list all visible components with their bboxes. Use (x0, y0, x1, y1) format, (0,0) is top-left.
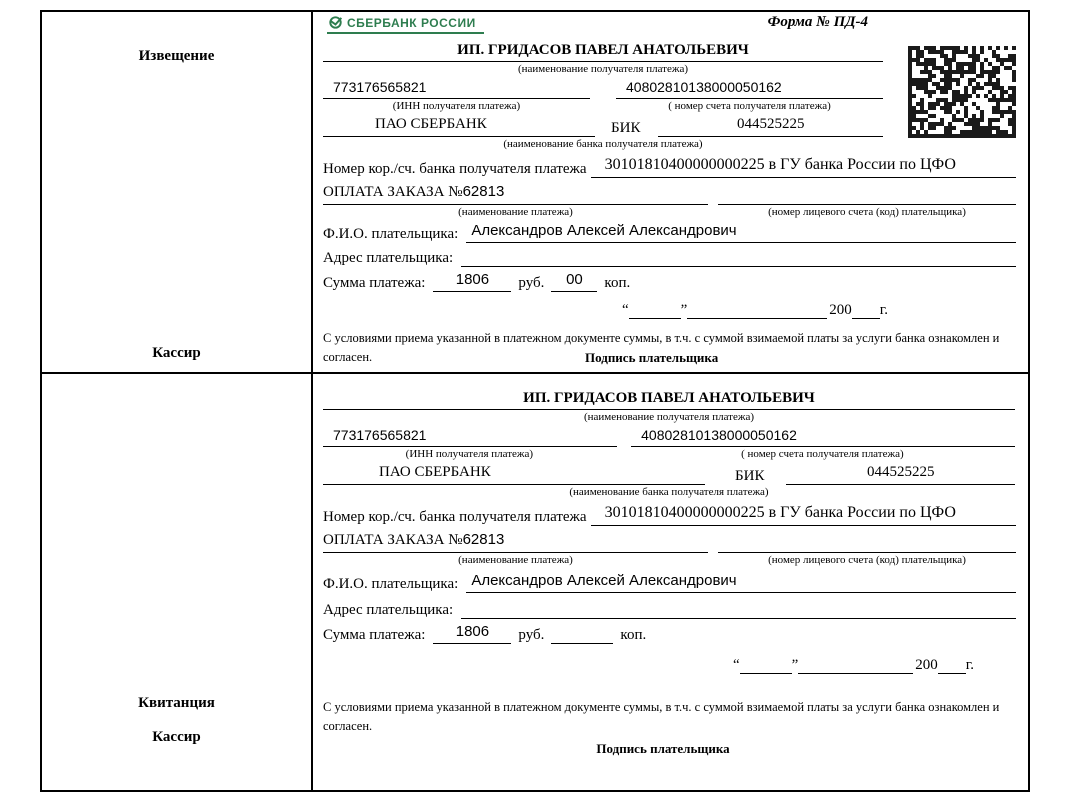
year-prefix: 200 (829, 302, 852, 318)
corr-account-label: Номер кор./сч. банка получателя платежа (323, 161, 587, 177)
receipt-label: Квитанция (138, 695, 215, 711)
sberbank-logo (327, 14, 484, 34)
bank-name: ПАО СБЕРБАНК (323, 116, 595, 137)
payer-address-label: Адрес плательщика: (323, 602, 454, 618)
payment-form-pd4 (40, 10, 1030, 792)
date-year-blank (938, 656, 966, 674)
terms-block (323, 329, 1015, 367)
quote-close: ” (791, 657, 799, 673)
signature-label: Подпись плательщика (596, 740, 730, 756)
payment-purpose (323, 183, 708, 205)
payee-name: ИП. ГРИДАСОВ ПАВЕЛ АНАТОЛЬЕВИЧ (323, 42, 883, 62)
year-suffix: г. (879, 302, 888, 318)
sberbank-logo-icon (329, 16, 342, 29)
order-number: 62813 (462, 183, 505, 200)
terms-text: С условиями приема указанной в платежном документе суммы, в т.ч. с суммой взимаемой платы за услуги банка ознакомлен и согласен. (323, 331, 1000, 364)
bank-caption: (наименование банка получателя платежа) (503, 138, 703, 150)
date-day-blank (629, 301, 681, 319)
receipt-section (42, 374, 1028, 790)
personal-caption: (номер лицевого счета (код) плательщика) (768, 554, 966, 566)
bik-label: БИК (735, 468, 765, 484)
order-number: 62813 (462, 531, 505, 548)
terms-block (323, 698, 1003, 758)
inn-caption: (ИНН получателя платежа) (405, 448, 534, 460)
payer-name-value: Александров Алексей Александрович (466, 572, 1016, 593)
payer-name-value: Александров Алексей Александрович (466, 222, 1016, 243)
bank-name: ПАО СБЕРБАНК (323, 464, 705, 485)
form-header (323, 14, 1016, 40)
amount-label: Сумма платежа: (323, 627, 426, 643)
quote-open: “ (732, 657, 740, 673)
personal-account-blank (718, 531, 1016, 553)
purpose-prefix: ОПЛАТА ЗАКАЗА № (323, 532, 463, 548)
payer-name-label: Ф.И.О. плательщика: (323, 226, 459, 242)
quote-close: ” (680, 302, 688, 318)
account-caption: ( номер счета получателя платежа) (741, 448, 904, 460)
cashier-label: Кассир (152, 345, 201, 361)
payee-name: ИП. ГРИДАСОВ ПАВЕЛ АНАТОЛЬЕВИЧ (323, 390, 1015, 410)
purpose-prefix: ОПЛАТА ЗАКАЗА № (323, 184, 463, 200)
purpose-caption: (наименование платежа) (458, 206, 573, 218)
bik-label: БИК (611, 120, 641, 136)
payment-purpose (323, 531, 708, 553)
qr-code (908, 46, 1018, 140)
payer-name-label: Ф.И.О. плательщика: (323, 576, 459, 592)
rub-label: руб. (518, 275, 545, 291)
corr-account-label: Номер кор./сч. банка получателя платежа (323, 509, 587, 525)
bank-caption: (наименование банка получателя платежа) (569, 486, 769, 498)
date-month-blank (687, 301, 827, 319)
purpose-caption: (наименование платежа) (458, 554, 573, 566)
date-month-blank (798, 656, 913, 674)
bik-value: 044525225 (658, 116, 883, 137)
notice-label: Извещение (138, 48, 215, 64)
receipt-stub (42, 374, 313, 790)
receipt-form (313, 374, 1028, 790)
amount-rub-value: 1806 (433, 623, 511, 644)
form-number: Форма № ПД-4 (767, 14, 868, 30)
year-suffix: г. (965, 657, 974, 673)
amount-kop-value: 00 (551, 271, 597, 292)
inn-value: 773176565821 (323, 427, 617, 447)
account-value: 40802810138000050162 (616, 79, 883, 99)
account-caption: ( номер счета получателя платежа) (668, 100, 831, 112)
bank-logo-text: СБЕРБАНК РОССИИ (347, 15, 476, 30)
inn-value: 773176565821 (323, 79, 590, 99)
rub-label: руб. (518, 627, 545, 643)
payee-block (323, 42, 883, 151)
corr-account-value: 30101810400000000225 в ГУ банка России по ЦФО (591, 504, 1016, 526)
date-year-blank (852, 301, 880, 319)
bik-value: 044525225 (786, 464, 1015, 485)
payer-address-blank (461, 598, 1016, 619)
payee-caption: (наименование получателя платежа) (583, 411, 755, 423)
date-day-blank (740, 656, 792, 674)
cashier-label: Кассир (152, 729, 201, 745)
personal-caption: (номер лицевого счета (код) плательщика) (768, 206, 966, 218)
notice-form (313, 12, 1028, 372)
payee-caption: (наименование получателя платежа) (517, 63, 689, 75)
notice-section (42, 12, 1028, 374)
personal-account-blank (718, 183, 1016, 205)
signature-label: Подпись плательщика (585, 350, 719, 365)
terms-text: С условиями приема указанной в платежном документе суммы, в т.ч. с суммой взимаемой платы за услуги банка ознакомлен и согласен. (323, 700, 1000, 733)
payer-address-blank (461, 246, 1016, 267)
amount-kop-value (551, 623, 613, 644)
corr-account-value: 30101810400000000225 в ГУ банка России по ЦФО (591, 156, 1016, 178)
amount-rub-value: 1806 (433, 271, 511, 292)
payer-address-label: Адрес плательщика: (323, 250, 454, 266)
kop-label: коп. (620, 627, 647, 643)
year-prefix: 200 (915, 657, 938, 673)
kop-label: коп. (604, 275, 631, 291)
account-value: 40802810138000050162 (631, 427, 1015, 447)
inn-caption: (ИНН получателя платежа) (392, 100, 521, 112)
amount-label: Сумма платежа: (323, 275, 426, 291)
notice-stub (42, 12, 313, 372)
quote-open: “ (621, 302, 629, 318)
